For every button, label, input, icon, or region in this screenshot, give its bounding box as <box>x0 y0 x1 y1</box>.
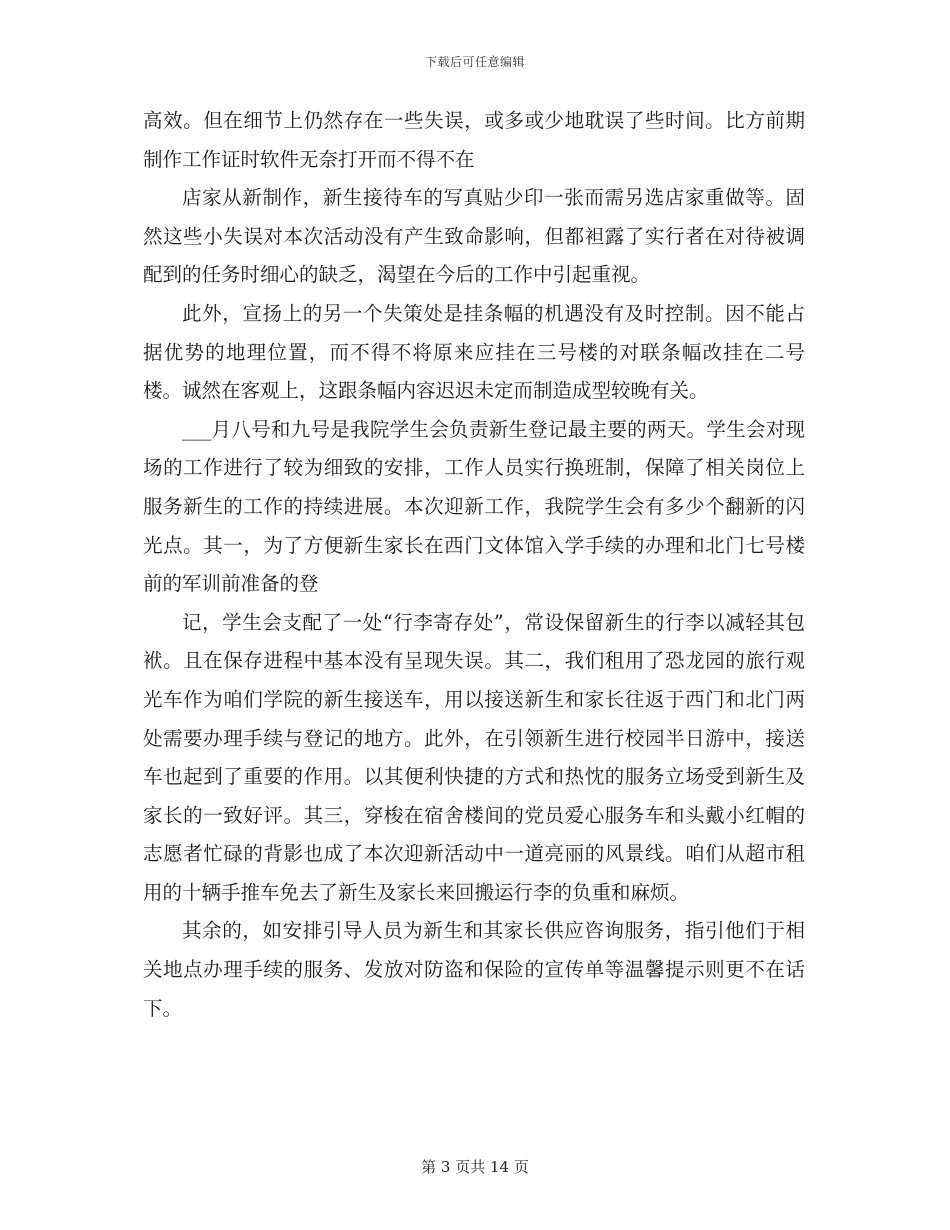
paragraph-1: 高效。但在细节上仍然存在一些失误，或多或少地耽误了些时间。比方前期制作工作证时软件无奈打开而不得不在 <box>143 109 805 171</box>
body-text <box>143 102 805 1028</box>
page-number: 第 3 页共 14 页 <box>421 1158 529 1176</box>
paragraph-3: 此外，宣扬上的另一个失策处是挂条幅的机遇没有及时控制。因不能占据优势的地理位置，而不得不将原来应挂在三号楼的对联条幅改挂在二号楼。诚然在客观上，这跟条幅内容迟迟未定而制造成型较晚有关。 <box>143 301 805 403</box>
paragraph-4: ___月八号和九号是我院学生会负责新生登记最主要的两天。学生会对现场的工作进行了较为细致的安排，工作人员实行换班制，保障了相关岗位上服务新生的工作的持续进展。本次迎新工作，我院学生会有多少个翻新的闪光点。其一，为了方便新生家长在西门文体馆入学手续的办理和北门七号楼前的军训前准备的登 <box>143 417 805 596</box>
page-header: 下载后可任意编辑 <box>424 55 525 69</box>
paragraph-6: 其余的，如安排引导人员为新生和其家长供应咨询服务，指引他们于相关地点办理手续的服务、发放对防盗和保险的宣传单等温馨提示则更不在话下。 <box>143 919 805 1020</box>
paragraph-2: 店家从新制作，新生接待车的写真贴少印一张而需另选店家重做等。固然这些小失误对本次活动没有产生致命影响，但都袒露了实行者在对待被调配到的任务时细心的缺乏，渴望在今后的工作中引起重视。 <box>143 186 805 287</box>
paragraph-5: 记，学生会支配了一处“行李寄存处”，常设保留新生的行李以减轻其包袱。且在保存进程中基本没有呈现失误。其二，我们租用了恐龙园的旅行观光车作为咱们学院的新生接送车，用以接送新生和家长往返于西门和北门两处需要办理手续与登记的地方。此外，在引领新生进行校园半日游中，接送车也起到了重要的作用。以其便利快捷的方式和热忱的服务立场受到新生及家长的一致好评。其三，穿梭在宿舍楼间的党员爱心服务车和头戴小红帽的志愿者忙碌的背影也成了本次迎新活动中一道亮丽的风景线。咱们从超市租用的十辆手推车免去了新生及家长来回搬运行李的负重和麻烦。 <box>143 610 805 904</box>
